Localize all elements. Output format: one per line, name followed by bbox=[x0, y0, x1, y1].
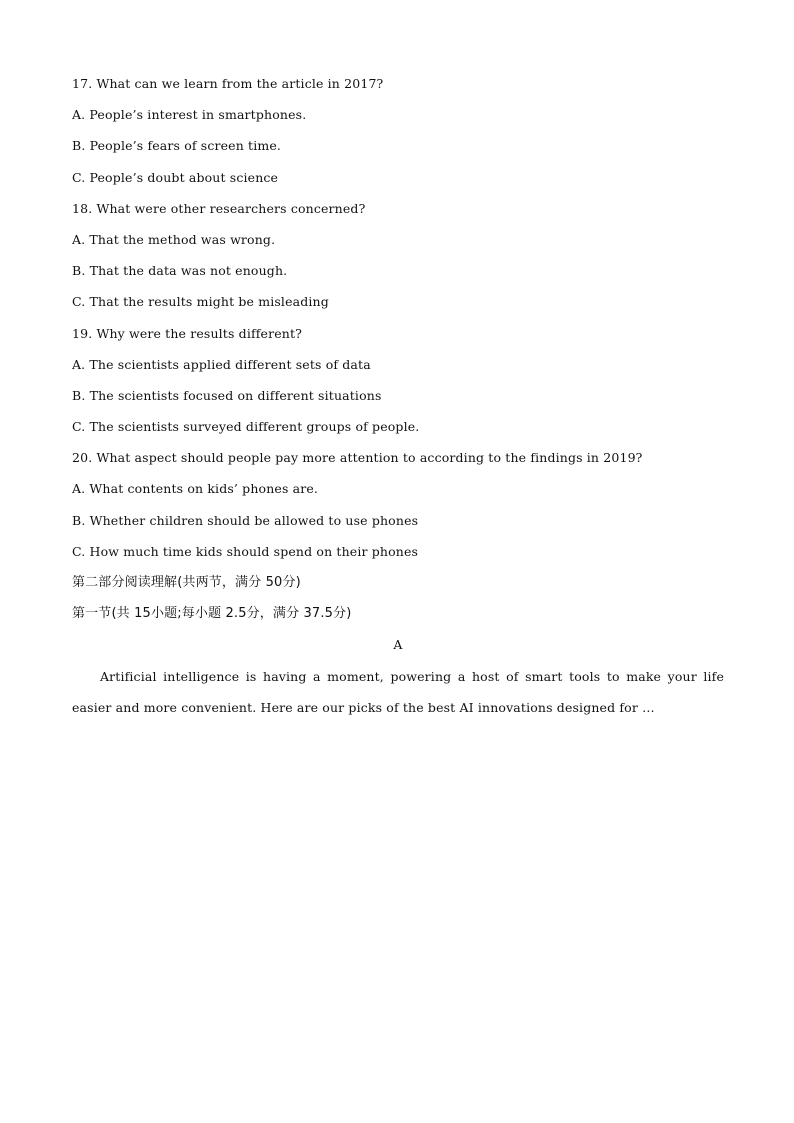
option-c: C. How much time kids should spend on their phones bbox=[72, 543, 419, 559]
option-c: C. The scientists surveyed different groups of people. bbox=[72, 419, 420, 435]
section-title: 第一节(共 15小题;每小题 2.5分，满分 37.5分) bbox=[72, 606, 352, 622]
question-stem: 20. What aspect should people pay more attention to according to the findings in 2019? bbox=[72, 450, 643, 466]
question-stem: 19. Why were the results different? bbox=[72, 325, 302, 341]
option-c: C. People’s doubt about science bbox=[72, 169, 279, 185]
option-b: B. That the data was not enough. bbox=[72, 263, 288, 279]
passage-label: A bbox=[393, 637, 403, 653]
option-b: B. People’s fears of screen time. bbox=[72, 138, 282, 154]
option-b: B. Whether children should be allowed to use phones bbox=[72, 512, 419, 528]
question-20 bbox=[72, 442, 724, 567]
question-stem: 18. What were other researchers concerned? bbox=[72, 200, 366, 216]
question-stem: 17. What can we learn from the article in 2017? bbox=[72, 76, 384, 91]
option-c: C. That the results might be misleading bbox=[72, 294, 329, 310]
question-17 bbox=[72, 68, 724, 193]
option-a: A. That the method was wrong. bbox=[72, 231, 276, 247]
option-a: A. What contents on kids’ phones are. bbox=[72, 481, 319, 497]
passage-paragraph: Artificial intelligence is having a moment, powering a host of smart tools to make your life easier and more convenient. Here are our picks of the best AI innovations designed for … bbox=[72, 668, 724, 715]
question-18 bbox=[72, 193, 724, 318]
option-b: B. The scientists focused on different situations bbox=[72, 387, 382, 403]
question-19 bbox=[72, 318, 724, 443]
option-a: A. People’s interest in smartphones. bbox=[72, 107, 307, 123]
option-a: A. The scientists applied different sets of data bbox=[72, 356, 371, 372]
part-title: 第二部分阅读理解(共两节，满分 50分) bbox=[72, 575, 301, 590]
document-page bbox=[72, 68, 724, 723]
